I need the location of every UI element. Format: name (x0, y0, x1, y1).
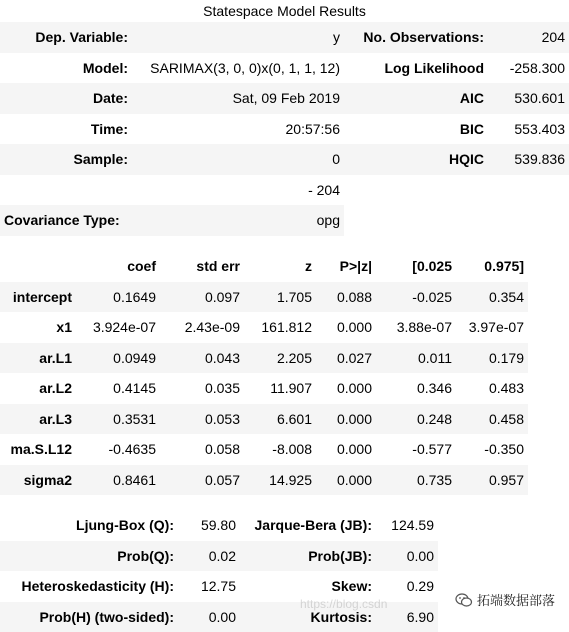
summary-row (0, 144, 569, 175)
stat-label: Heteroskedasticity (H): (0, 571, 178, 602)
table-cell: 0.4145 (76, 373, 160, 404)
table-cell: -0.350 (456, 434, 528, 465)
table-row (0, 541, 438, 572)
table-row (0, 343, 528, 374)
table-cell: 0.0949 (76, 343, 160, 374)
stat-value: 12.75 (178, 571, 240, 602)
stat-value: 59.80 (178, 510, 240, 541)
table-cell: 2.43e-09 (160, 312, 244, 343)
table-cell: -8.008 (244, 434, 316, 465)
table-row (0, 282, 528, 313)
table-cell: 0.057 (160, 465, 244, 496)
table-row (0, 465, 528, 496)
column-header (0, 251, 76, 282)
sample-value: 0 (132, 144, 344, 175)
stat-value: 0.29 (376, 571, 438, 602)
hqic-label: HQIC (344, 144, 488, 175)
sample-label: Sample: (0, 144, 132, 175)
stat-value: 0.02 (178, 541, 240, 572)
row-header: intercept (0, 282, 76, 313)
empty-cell (344, 175, 488, 206)
coefficient-table (0, 251, 528, 495)
watermark (455, 590, 555, 609)
table-row (0, 373, 528, 404)
stat-label: Prob(H) (two-sided): (0, 602, 178, 632)
watermark-label: 拓端数据部落 (477, 590, 555, 609)
empty-cell (488, 205, 569, 236)
dep-variable-value: y (132, 22, 344, 53)
row-header: ar.L1 (0, 343, 76, 374)
bic-value: 553.403 (488, 114, 569, 145)
table-cell: 3.924e-07 (76, 312, 160, 343)
empty-cell (0, 175, 132, 206)
row-header: ar.L2 (0, 373, 76, 404)
row-header: sigma2 (0, 465, 76, 496)
table-cell: 6.601 (244, 404, 316, 435)
table-cell: 0.179 (456, 343, 528, 374)
hqic-value: 539.836 (488, 144, 569, 175)
table-cell: 0.1649 (76, 282, 160, 313)
aic-value: 530.601 (488, 83, 569, 114)
wechat-icon (455, 591, 473, 609)
table-cell: 0.043 (160, 343, 244, 374)
column-header: std err (160, 251, 244, 282)
table-cell: 0.058 (160, 434, 244, 465)
empty-cell (488, 175, 569, 206)
column-header: 0.975] (456, 251, 528, 282)
table-cell: 0.354 (456, 282, 528, 313)
summary-row (0, 114, 569, 145)
table-cell: 0.000 (316, 465, 376, 496)
column-header: P>|z| (316, 251, 376, 282)
coefficient-body (0, 282, 528, 496)
log-likelihood-label: Log Likelihood (344, 53, 488, 84)
table-cell: -0.025 (376, 282, 456, 313)
table-cell: 0.735 (376, 465, 456, 496)
stat-label: Ljung-Box (Q): (0, 510, 178, 541)
column-header: [0.025 (376, 251, 456, 282)
table-cell: 0.000 (316, 373, 376, 404)
table-cell: 0.027 (316, 343, 376, 374)
diagnostics-table (0, 510, 438, 632)
table-row (0, 312, 528, 343)
stat-label: Prob(JB): (240, 541, 376, 572)
row-header: x1 (0, 312, 76, 343)
table-cell: 0.000 (316, 312, 376, 343)
dep-variable-label: Dep. Variable: (0, 22, 132, 53)
table-cell: 0.000 (316, 434, 376, 465)
table-cell: 0.483 (456, 373, 528, 404)
stat-value: 124.59 (376, 510, 438, 541)
table-cell: 0.097 (160, 282, 244, 313)
date-value: Sat, 09 Feb 2019 (132, 83, 344, 114)
stat-label: Prob(Q): (0, 541, 178, 572)
stat-value: 0.00 (178, 602, 240, 632)
table-cell: 1.705 (244, 282, 316, 313)
time-value: 20:57:56 (132, 114, 344, 145)
diagnostics-body (0, 510, 438, 632)
table-row (0, 404, 528, 435)
covariance-type-value: opg (132, 205, 344, 236)
table-cell: 2.205 (244, 343, 316, 374)
column-header: coef (76, 251, 160, 282)
date-label: Date: (0, 83, 132, 114)
summary-row (0, 175, 569, 206)
summary-row (0, 22, 569, 53)
covariance-type-label: Covariance Type: (0, 205, 132, 236)
table-caption: Statespace Model Results (0, 2, 569, 20)
table-row (0, 434, 528, 465)
table-cell: 0.248 (376, 404, 456, 435)
model-label: Model: (0, 53, 132, 84)
table-cell: 0.035 (160, 373, 244, 404)
stat-value: 6.90 (376, 602, 438, 632)
table-cell: -0.577 (376, 434, 456, 465)
stat-label: Skew: (240, 571, 376, 602)
bic-label: BIC (344, 114, 488, 145)
no-observations-label: No. Observations: (344, 22, 488, 53)
stat-label: Jarque-Bera (JB): (240, 510, 376, 541)
table-cell: 3.88e-07 (376, 312, 456, 343)
table-cell: 0.346 (376, 373, 456, 404)
table-cell: 0.458 (456, 404, 528, 435)
stat-value: 0.00 (376, 541, 438, 572)
model-summary-table (0, 22, 569, 236)
model-value: SARIMAX(3, 0, 0)x(0, 1, 1, 12) (132, 53, 344, 84)
table-cell: 11.907 (244, 373, 316, 404)
summary-row (0, 83, 569, 114)
table-cell: 0.000 (316, 404, 376, 435)
column-header: z (244, 251, 316, 282)
table-cell: 0.957 (456, 465, 528, 496)
table-cell: 14.925 (244, 465, 316, 496)
sample-end-value: - 204 (132, 175, 344, 206)
log-likelihood-value: -258.300 (488, 53, 569, 84)
summary-row (0, 205, 569, 236)
aic-label: AIC (344, 83, 488, 114)
table-cell: 3.97e-07 (456, 312, 528, 343)
summary-row (0, 53, 569, 84)
table-cell: 0.088 (316, 282, 376, 313)
stat-label: Kurtosis: (240, 602, 376, 632)
time-label: Time: (0, 114, 132, 145)
table-cell: 0.3531 (76, 404, 160, 435)
row-header: ma.S.L12 (0, 434, 76, 465)
table-cell: 0.011 (376, 343, 456, 374)
coefficient-header-row (0, 251, 528, 282)
table-row (0, 510, 438, 541)
watermark-url: https://blog.csdn (300, 597, 387, 611)
row-header: ar.L3 (0, 404, 76, 435)
table-cell: 0.8461 (76, 465, 160, 496)
table-cell: 0.053 (160, 404, 244, 435)
empty-cell (344, 205, 488, 236)
table-cell: 161.812 (244, 312, 316, 343)
no-observations-value: 204 (488, 22, 569, 53)
table-cell: -0.4635 (76, 434, 160, 465)
